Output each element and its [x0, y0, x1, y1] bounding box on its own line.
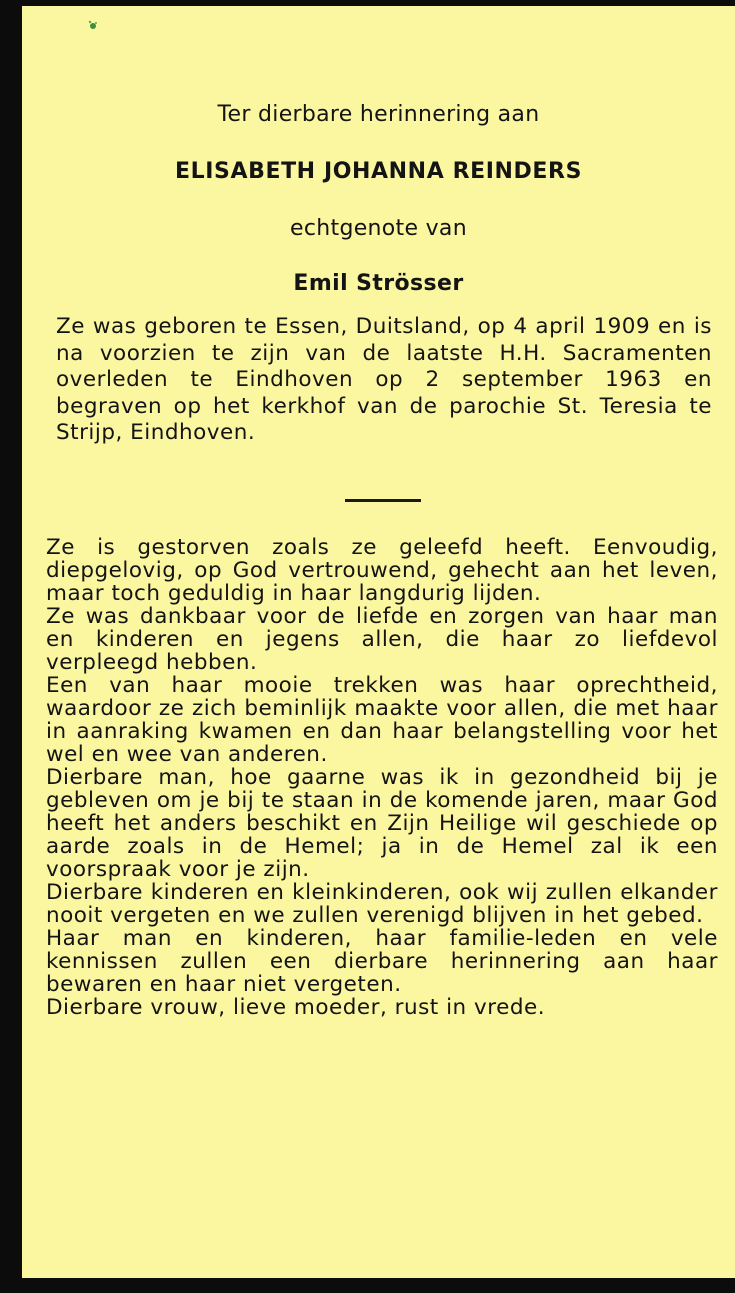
tribute-paragraph: Ze was dankbaar voor de liefde en zorgen van haar man en kinderen en jegens allen, die haar zo liefdevol verpleegd hebben. — [46, 604, 718, 675]
tribute-paragraph: Dierbare vrouw, lieve moeder, rust in vrede. — [46, 995, 546, 1020]
deceased-name: ELISABETH JOHANNA REINDERS — [174, 159, 583, 184]
tribute-paragraph: Een van haar mooie trekken was haar oprechtheid, waardoor ze zich beminlijk maakte voor allen, die met haar in aanraking kwamen en dan haar belangstelling voor het wel en wee van anderen. — [46, 673, 718, 767]
biography-paragraph: Ze was geboren te Essen, Duitsland, op 4 april 1909 en is na voorzien te zijn van de laatste H.H. Sacramenten overleden te Eindhoven op 2 september 1963 en begraven op het kerkhof van de parochie St. Teresia te Strijp, Eindhoven. — [56, 314, 712, 445]
section-divider — [345, 499, 421, 502]
tribute-paragraph: Haar man en kinderen, haar familie-leden en vele kennissen zullen een dierbare herinnering aan haar bewaren en haar niet vergeten. — [46, 926, 718, 997]
tribute-paragraph: Dierbare kinderen en kleinkinderen, ook wij zullen elkander nooit vergeten en we zullen verenigd blijven in het gebed. — [46, 880, 718, 928]
tribute-paragraph: Ze is gestorven zoals ze geleefd heeft. Eenvoudig, diepgelovig, op God vertrouwend, gehecht aan het leven, maar toch geduldig in haar langdurig lijden. — [46, 535, 718, 606]
memorial-intro: Ter dierbare herinnering aan — [217, 102, 540, 127]
spouse-intro: echtgenote van — [290, 216, 467, 241]
green-speck-mark — [86, 18, 100, 32]
tribute-text — [46, 536, 718, 1019]
tribute-paragraph: Dierbare man, hoe gaarne was ik in gezondheid bij je gebleven om je bij te staan in de komende jaren, maar God heeft het anders beschikt en Zijn Heilige wil geschiede op aarde zoals in de Hemel; ja in de Hemel zal ik een voorspraak voor je zijn. — [46, 765, 718, 882]
memorial-card — [22, 6, 735, 1278]
spouse-name: Emil Strösser — [293, 271, 464, 296]
